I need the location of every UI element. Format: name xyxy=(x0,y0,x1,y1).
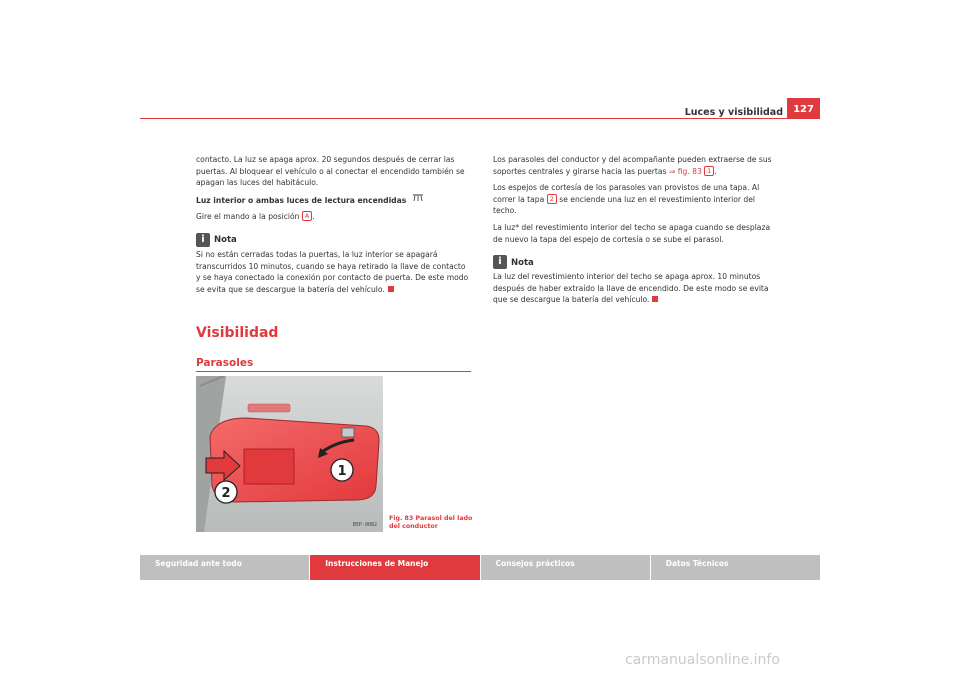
footer-tab-datos[interactable]: Datos Técnicos xyxy=(651,555,820,580)
left-note-text xyxy=(196,249,472,295)
left-paragraph-1: contacto. La luz se apaga aprox. 20 segundos después de cerrar las puertas. Al bloquear el vehículo o al conectar el encendido también se apagan las luces del habitáculo. xyxy=(196,155,465,188)
left-paragraph-2-end: . xyxy=(312,212,315,222)
header-rule xyxy=(140,118,820,119)
left-subheading-text: Luz interior o ambas luces de lectura encendidas xyxy=(196,195,407,205)
figure-label-1: 1 xyxy=(337,464,347,479)
sun-visor-illustration xyxy=(196,376,383,532)
footer-nav xyxy=(140,555,820,580)
position-a-marker: A xyxy=(302,211,312,221)
figure-marker-2: 2 xyxy=(547,194,557,204)
figure-marker-1: 1 xyxy=(704,166,714,176)
end-mark-icon xyxy=(388,286,394,292)
reading-light-icon xyxy=(412,194,424,202)
figure-reference-link[interactable]: ⇒ fig. 83 xyxy=(668,166,702,176)
figure-caption: Fig. 83 Parasol del lado del conductor xyxy=(389,515,473,530)
footer-tab-instrucciones[interactable]: Instrucciones de Manejo xyxy=(310,555,480,580)
section-title: Visibilidad xyxy=(196,325,279,341)
subsection-title: Parasoles xyxy=(196,357,254,369)
left-paragraph-2-text: Gire el mando a la posición xyxy=(196,212,300,222)
left-note-label: Nota xyxy=(214,235,237,246)
right-paragraph-1-text: Los parasoles del conductor y del acompañante pueden extraerse de sus soportes centrales y girarse hacia las puertas xyxy=(493,155,772,176)
sun-visor-figure xyxy=(196,376,383,532)
right-paragraph-2 xyxy=(493,182,773,217)
note-icon: i xyxy=(493,255,507,269)
right-note-label: Nota xyxy=(511,257,534,268)
watermark: carmanualsonline.info xyxy=(625,652,780,668)
right-note-text xyxy=(493,271,773,306)
header-title: Luces y visibilidad xyxy=(684,107,783,118)
right-paragraph-3: La luz* del revestimiento interior del techo se apaga cuando se desplaza de nuevo la tapa del espejo de cortesía o se sube el parasol. xyxy=(493,222,771,244)
footer-tab-consejos[interactable]: Consejos prácticos xyxy=(481,555,651,580)
figure-label-2: 2 xyxy=(221,486,231,501)
left-subheading xyxy=(196,194,472,207)
page-number: 127 xyxy=(787,98,820,118)
note-icon: i xyxy=(196,233,210,247)
right-note-body: La luz del revestimiento interior del techo se apaga aprox. 10 minutos después de haber extraído la llave de encendido. De este modo se evita que se descargue la batería del vehículo. xyxy=(493,272,769,305)
right-paragraph-1: Los parasoles del conductor y del acompañante pueden extraerse de sus soportes centrales y girarse hacia las puertas ⇒ fig. 83 1 . xyxy=(493,155,772,176)
end-mark-icon xyxy=(652,296,658,302)
figure-code: B5P-0082 xyxy=(352,522,377,528)
right-paragraph-2-text: Los espejos de cortesía de los parasoles van provistos de una tapa. Al correr la tapa xyxy=(493,183,760,204)
right-paragraph-2-end: se enciende una luz en el revestimiento interior del techo. xyxy=(493,194,756,216)
left-paragraph-2 xyxy=(196,211,472,223)
subsection-rule xyxy=(196,371,471,372)
right-column xyxy=(493,154,773,311)
left-column xyxy=(196,154,472,300)
footer-tab-seguridad[interactable]: Seguridad ante todo xyxy=(140,555,310,580)
right-note-heading xyxy=(493,255,773,269)
left-note-body: Si no están cerradas todas la puertas, la luz interior se apagará transcurridos 10 minutos, cuando se haya retirado la llave de contacto y se haya conectado la conexión por contacto de puerta. De este modo se evita que se descargue la batería del vehículo. xyxy=(196,249,469,294)
left-note-heading xyxy=(196,233,472,247)
